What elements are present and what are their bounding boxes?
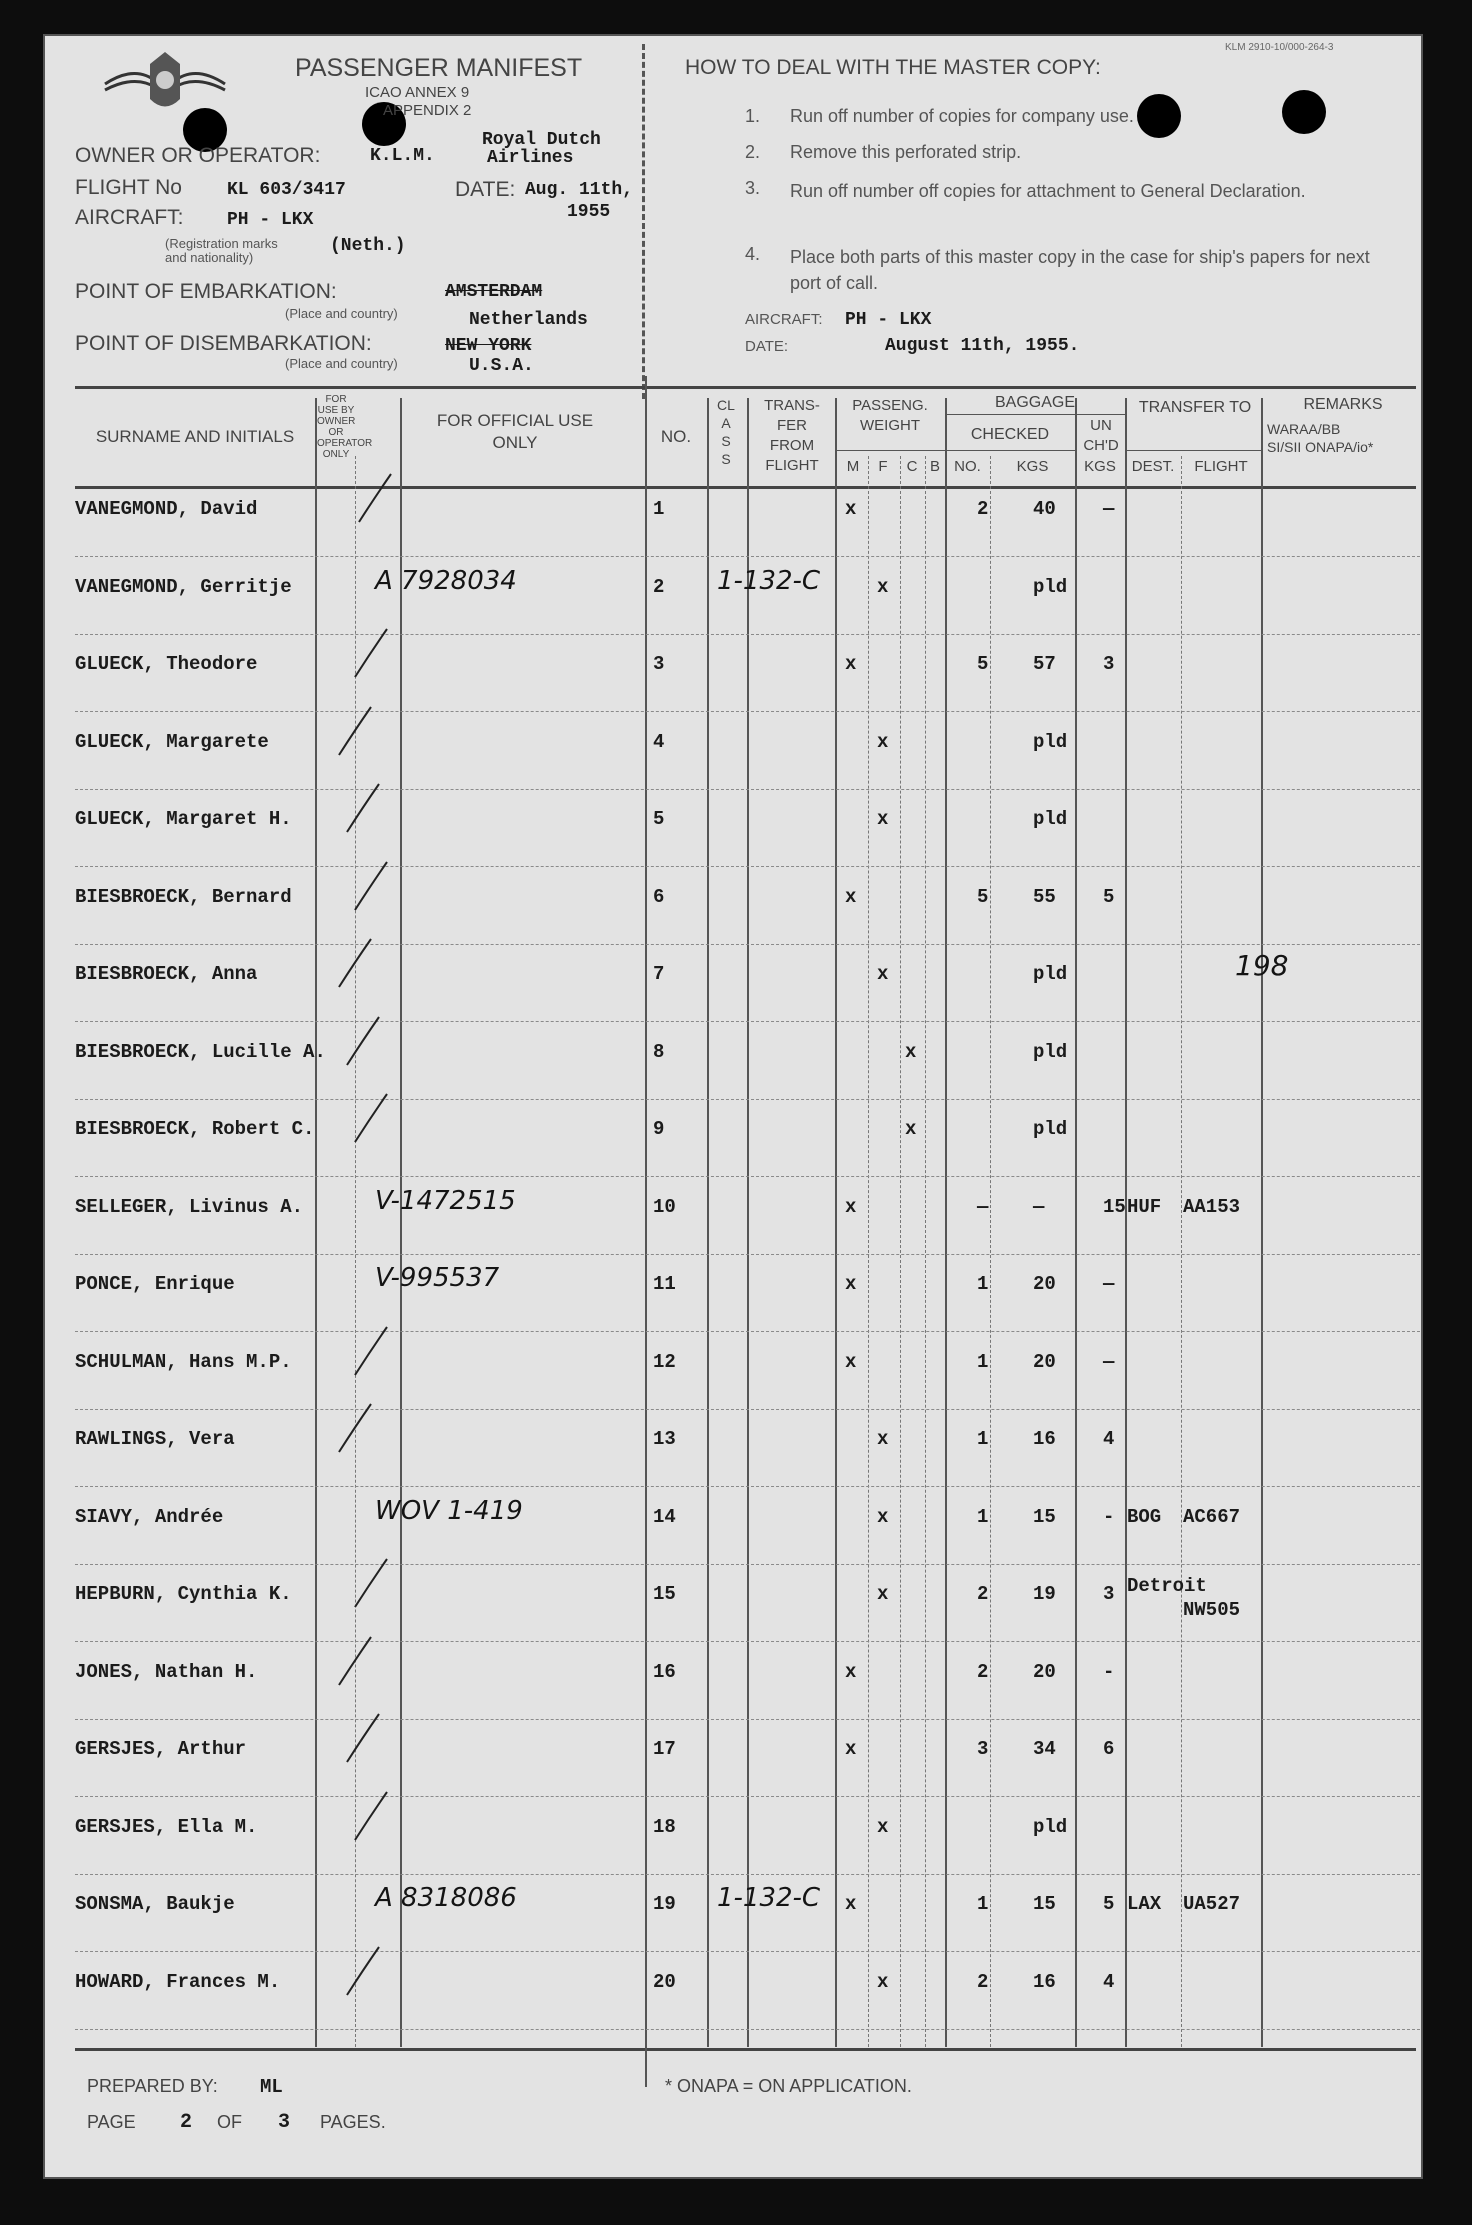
instructions-date-value: August 11th, 1955. [885, 336, 1080, 356]
row-rule [75, 1486, 1420, 1487]
checked-bag-kgs: 16 [1033, 1970, 1056, 1993]
of-value: 3 [278, 2111, 291, 2134]
table-row [45, 1575, 1423, 1623]
checked-bag-count: 1 [977, 1428, 989, 1450]
passenger-name: PONCE, Enrique [75, 1273, 235, 1295]
col-line [990, 456, 991, 2047]
checked-bag-kgs: pld [1033, 1040, 1068, 1063]
official-use-entry: A 8318086 [375, 1883, 517, 1913]
flight-label: FLIGHT No [75, 176, 182, 199]
row-rule [75, 944, 1420, 945]
row-number: 19 [653, 1893, 676, 1915]
flight-value: KL 603/3417 [227, 180, 346, 200]
checked-bag-kgs: 19 [1033, 1583, 1056, 1605]
passenger-name: BIESBROECK, Lucille A. [75, 1040, 326, 1063]
row-rule [75, 634, 1420, 635]
table-row [45, 731, 1423, 771]
unchecked-kgs: 6 [1103, 1738, 1115, 1760]
passenger-name: JONES, Nathan H. [75, 1660, 258, 1683]
owner-label: OWNER OR OPERATOR: [75, 144, 321, 167]
tick-mark-icon [351, 1092, 391, 1147]
weight-f-mark: x [877, 575, 889, 598]
checked-bag-count: 3 [977, 1738, 989, 1760]
checked-bag-count: 2 [977, 498, 989, 520]
checked-bag-kgs: 34 [1033, 1738, 1056, 1760]
row-number: 18 [653, 1815, 676, 1838]
col-line [1181, 456, 1182, 2047]
disembarkation-label: POINT OF DISEMBARKATION: [75, 332, 372, 355]
checked-bag-count: 1 [977, 1893, 989, 1915]
embarkation-place-note: (Place and country) [285, 306, 398, 321]
tick-mark-icon [343, 782, 383, 837]
disembarkation-city: NEW YORK [445, 336, 532, 356]
checked-bag-kgs: 40 [1033, 498, 1056, 520]
row-rule [75, 866, 1420, 867]
table-row [45, 1661, 1423, 1701]
table-row [45, 1118, 1423, 1158]
table-row [45, 653, 1423, 693]
official-use-entry: WOV 1-419 [375, 1495, 523, 1526]
tick-mark-icon [335, 1635, 375, 1690]
transfer-flight: AA153 [1183, 1195, 1241, 1218]
checked-bag-kgs: 15 [1033, 1893, 1056, 1915]
unchecked-kgs: 4 [1103, 1428, 1115, 1450]
checked-bag-kgs: 16 [1033, 1428, 1056, 1450]
row-number: 12 [653, 1350, 676, 1373]
header-dest: DEST. [1131, 458, 1175, 475]
row-rule [75, 1951, 1420, 1952]
row-rule [75, 1176, 1420, 1177]
row-number: 4 [653, 730, 665, 753]
instruction-2: Remove this perforated strip. [790, 142, 1022, 162]
unchecked-kgs: — [1103, 1350, 1115, 1373]
row-number: 16 [653, 1660, 676, 1683]
weight-m-mark: x [845, 653, 857, 675]
table-row [45, 1883, 1423, 1933]
passenger-name: SIAVY, Andrée [75, 1505, 224, 1528]
weight-f-mark: x [877, 808, 889, 830]
tick-mark-icon [335, 705, 375, 760]
transfer-flight: NW505 [1183, 1599, 1241, 1621]
table-row [45, 1263, 1423, 1313]
onapa-note: * ONAPA = ON APPLICATION. [665, 2076, 912, 2096]
weight-f-mark: x [877, 1970, 889, 1993]
row-rule [75, 711, 1420, 712]
checked-subrule [945, 450, 1075, 451]
header-official-use: FOR OFFICIAL USE ONLY [436, 411, 594, 452]
registration-value: (Neth.) [330, 236, 406, 256]
header-weight: PASSENG. WEIGHT [852, 397, 928, 434]
owner-value-line2: Royal Dutch [482, 130, 601, 150]
passenger-name: GLUECK, Margaret H. [75, 808, 292, 830]
row-rule [75, 789, 1420, 790]
transfer-from-flight: 1-132-C [717, 1883, 821, 1913]
col-line [900, 456, 901, 2047]
weight-m-mark: x [845, 1738, 857, 1760]
owner-value: K.L.M. [370, 146, 435, 166]
manifest-title: PASSENGER MANIFEST [295, 54, 583, 82]
aircraft-label: AIRCRAFT: [75, 206, 184, 229]
table-row [45, 1816, 1423, 1856]
passenger-name: BIESBROECK, Bernard [75, 885, 292, 908]
table-row [45, 1738, 1423, 1778]
row-rule [75, 1874, 1420, 1875]
passenger-name: SONSMA, Baukje [75, 1893, 235, 1915]
passenger-name: HOWARD, Frances M. [75, 1970, 281, 1993]
table-top-rule [75, 386, 1416, 389]
row-number: 1 [653, 498, 665, 520]
corner-code: KLM 2910-10/000-264-3 [1225, 42, 1334, 53]
tick-mark-icon [355, 472, 395, 527]
row-rule [75, 1254, 1420, 1255]
instructions-title: HOW TO DEAL WITH THE MASTER COPY: [685, 56, 1101, 79]
owner-value-line3: Airlines [487, 148, 574, 168]
checked-bag-kgs: pld [1033, 963, 1068, 985]
instruction-4-number: 4. [745, 244, 761, 264]
table-row [45, 1971, 1423, 2011]
checked-bag-count: 1 [977, 1505, 989, 1528]
header-weight-f: F [878, 458, 888, 475]
appendix: APPENDIX 2 [383, 102, 472, 119]
manifest-sheet [43, 34, 1423, 2179]
date-value: Aug. 11th, [525, 180, 634, 200]
date-year: 1955 [567, 202, 611, 222]
row-number: 6 [653, 885, 665, 908]
header-class: CLASS [717, 397, 735, 467]
table-bottom-rule [75, 2048, 1416, 2051]
unchecked-kgs: — [1103, 1273, 1115, 1295]
header-baggage: BAGGAGE [994, 394, 1076, 411]
unchecked-kgs: 5 [1103, 885, 1115, 908]
header-transfer-from: TRANS-FER FROM FLIGHT [764, 397, 820, 474]
checked-bag-count: 2 [977, 1970, 989, 1993]
row-number: 2 [653, 575, 665, 598]
baggage-subrule [945, 414, 1125, 415]
row-number: 11 [653, 1273, 676, 1295]
official-use-entry: V-995537 [375, 1263, 500, 1293]
instruction-4: Place both parts of this master copy in the case for ship's papers for next port of call. [790, 247, 1370, 293]
unchecked-kgs: 4 [1103, 1970, 1115, 1993]
col-line [925, 456, 926, 2047]
passenger-name: HEPBURN, Cynthia K. [75, 1583, 292, 1605]
checked-bag-count: — [977, 1195, 989, 1218]
header-unchecked: UN CH'D [1083, 417, 1119, 454]
row-rule [75, 2029, 1420, 2030]
col-line [868, 456, 869, 2047]
checked-bag-count: 2 [977, 1660, 989, 1683]
prepared-by-value: ML [260, 2076, 283, 2098]
header-weight-m: M [846, 458, 860, 475]
disembarkation-place-note: (Place and country) [285, 356, 398, 371]
row-number: 8 [653, 1040, 665, 1063]
unchecked-kgs: 3 [1103, 653, 1115, 675]
row-rule [75, 1796, 1420, 1797]
row-number: 20 [653, 1970, 676, 1993]
tick-mark-icon [343, 1712, 383, 1767]
row-rule [75, 1099, 1420, 1100]
passenger-name: GLUECK, Margarete [75, 730, 269, 753]
header-flight: FLIGHT [1194, 458, 1248, 475]
instructions-date-label: DATE: [745, 338, 789, 355]
weight-f-mark: x [877, 1428, 889, 1450]
passenger-name: GERSJES, Arthur [75, 1738, 247, 1760]
date-label: DATE: [455, 178, 516, 201]
transfer-dest: BOG [1127, 1505, 1162, 1528]
checked-bag-kgs: 20 [1033, 1350, 1056, 1373]
header-transfer-to: TRANSFER TO [1138, 399, 1252, 416]
row-rule [75, 1564, 1420, 1565]
passenger-name: VANEGMOND, David [75, 498, 258, 520]
row-rule [75, 1641, 1420, 1642]
header-surname: SURNAME AND INITIALS [95, 427, 295, 446]
table-row [45, 1185, 1423, 1236]
official-use-entry: A 7928034 [375, 565, 517, 596]
passenger-name: VANEGMOND, Gerritje [75, 575, 292, 598]
table-row [45, 1041, 1423, 1081]
disembarkation-country: U.S.A. [469, 356, 534, 376]
registration-note-2: and nationality) [165, 250, 254, 265]
row-rule [75, 1719, 1420, 1720]
row-number: 3 [653, 653, 665, 675]
weight-f-mark: x [877, 1505, 889, 1528]
checked-bag-kgs: 55 [1033, 885, 1056, 908]
embarkation-label: POINT OF EMBARKATION: [75, 280, 337, 303]
embarkation-country: Netherlands [469, 310, 588, 330]
checked-bag-count: 5 [977, 885, 989, 908]
weight-m-mark: x [845, 1660, 857, 1683]
tick-mark-icon [343, 1015, 383, 1070]
page-label: PAGE [87, 2112, 136, 2132]
official-use-entry: V-1472515 [375, 1185, 516, 1216]
instruction-3-number: 3. [745, 178, 761, 198]
row-number: 7 [653, 963, 665, 985]
table-row [45, 1351, 1423, 1391]
row-number: 15 [653, 1583, 676, 1605]
checked-bag-count: 1 [977, 1273, 989, 1295]
weight-f-mark: x [877, 1583, 889, 1605]
row-number: 10 [653, 1195, 676, 1218]
of-label: OF [217, 2112, 242, 2132]
header-divider [642, 44, 645, 399]
table-row [45, 498, 1423, 538]
weight-f-mark: x [877, 730, 889, 753]
weight-m-mark: x [845, 1195, 857, 1218]
header-bag-no: NO. [954, 458, 981, 475]
unchecked-kgs: 15 [1103, 1195, 1126, 1218]
header-weight-b: B [929, 458, 940, 475]
passenger-name: RAWLINGS, Vera [75, 1428, 235, 1450]
weight-m-mark: x [845, 885, 857, 908]
header-remarks: REMARKS [1303, 396, 1383, 413]
remarks-entry: 198 [1235, 949, 1289, 982]
registration-note: (Registration marks [165, 236, 278, 251]
header-no: NO. [660, 427, 692, 446]
weight-f-mark: x [877, 963, 889, 985]
transfer-subrule [1125, 450, 1261, 451]
page-value: 2 [180, 2111, 193, 2134]
embarkation-city: AMSTERDAM [445, 282, 543, 302]
punch-hole [1282, 90, 1326, 134]
header-bag-kgs: KGS [1016, 458, 1049, 475]
checked-bag-count: 2 [977, 1583, 989, 1605]
header-remarks-note: WARAA/BB SI/SII ONAPA/io* [1267, 421, 1374, 455]
instruction-1: Run off number of copies for company use. [790, 106, 1134, 126]
table-row [45, 808, 1423, 848]
weight-c-mark: x [905, 1118, 917, 1140]
row-rule [75, 1331, 1420, 1332]
row-number: 17 [653, 1738, 676, 1760]
checked-bag-kgs: 20 [1033, 1660, 1056, 1683]
passenger-name: BIESBROECK, Robert C. [75, 1118, 315, 1140]
instruction-1-number: 1. [745, 106, 761, 126]
tick-mark-icon [343, 1945, 383, 2000]
unchecked-kgs: - [1103, 1660, 1115, 1683]
row-number: 13 [653, 1428, 676, 1450]
weight-m-mark: x [845, 1273, 857, 1295]
unchecked-kgs: - [1103, 1505, 1115, 1528]
checked-bag-kgs: 15 [1033, 1505, 1056, 1528]
punch-hole [1137, 94, 1181, 138]
checked-bag-count: 5 [977, 653, 989, 675]
unchecked-kgs: — [1103, 498, 1115, 520]
icao-annex: ICAO ANNEX 9 [365, 84, 470, 101]
tick-mark-icon [351, 627, 391, 682]
weight-m-mark: x [845, 498, 857, 520]
header-un-kgs: KGS [1084, 458, 1116, 475]
weight-m-mark: x [845, 1893, 857, 1915]
weight-c-mark: x [905, 1040, 917, 1063]
checked-bag-kgs: pld [1033, 1118, 1068, 1140]
transfer-flight: AC667 [1183, 1505, 1241, 1528]
tick-mark-icon [351, 1325, 391, 1380]
checked-bag-count: 1 [977, 1350, 989, 1373]
instruction-2-number: 2. [745, 142, 761, 162]
row-number: 14 [653, 1505, 676, 1528]
table-row [45, 1428, 1423, 1468]
header-checked: CHECKED [970, 426, 1050, 443]
row-rule [75, 1409, 1420, 1410]
passenger-name: SCHULMAN, Hans M.P. [75, 1350, 292, 1373]
checked-bag-kgs: 20 [1033, 1273, 1056, 1295]
table-header-rule [75, 486, 1416, 489]
tick-mark-icon [351, 1790, 391, 1845]
unchecked-kgs: 5 [1103, 1893, 1115, 1915]
transfer-flight: UA527 [1183, 1893, 1241, 1915]
row-rule [75, 556, 1420, 557]
pages-label: PAGES. [320, 2112, 386, 2132]
header-owner-use: FOR USE BY OWNER OR OPERATOR ONLY [317, 394, 373, 460]
unchecked-kgs: 3 [1103, 1583, 1115, 1605]
passenger-name: SELLEGER, Livinus A. [75, 1195, 304, 1218]
table-row [45, 565, 1423, 616]
instructions-aircraft-label: AIRCRAFT: [745, 311, 823, 328]
tick-mark-icon [335, 937, 375, 992]
weight-subrule [835, 450, 945, 451]
tick-mark-icon [351, 1557, 391, 1612]
table-row [45, 1495, 1423, 1546]
prepared-by-label: PREPARED BY: [87, 2076, 218, 2096]
table-row [45, 949, 1423, 1003]
transfer-dest: Detroit [1127, 1575, 1207, 1597]
passenger-name: GERSJES, Ella M. [75, 1815, 258, 1838]
checked-bag-kgs: pld [1033, 730, 1068, 753]
weight-f-mark: x [877, 1815, 889, 1838]
transfer-dest: LAX [1127, 1893, 1162, 1915]
row-number: 9 [653, 1118, 665, 1140]
passenger-name: GLUECK, Theodore [75, 653, 258, 675]
weight-m-mark: x [845, 1350, 857, 1373]
instructions-aircraft-value: PH - LKX [845, 310, 932, 330]
aircraft-value: PH - LKX [227, 210, 314, 230]
row-rule [75, 1021, 1420, 1022]
checked-bag-kgs: 57 [1033, 653, 1056, 675]
passenger-name: BIESBROECK, Anna [75, 963, 258, 985]
transfer-dest: HUF [1127, 1195, 1162, 1218]
table-row [45, 886, 1423, 926]
transfer-from-flight: 1-132-C [717, 565, 821, 596]
checked-bag-kgs: — [1033, 1195, 1045, 1218]
instruction-3: Run off number off copies for attachment to General Declaration. [790, 181, 1306, 201]
checked-bag-kgs: pld [1033, 808, 1068, 830]
row-number: 5 [653, 808, 665, 830]
header-weight-c: C [906, 458, 918, 475]
tick-mark-icon [335, 1402, 375, 1457]
checked-bag-kgs: pld [1033, 575, 1068, 598]
tick-mark-icon [351, 860, 391, 915]
checked-bag-kgs: pld [1033, 1815, 1068, 1838]
